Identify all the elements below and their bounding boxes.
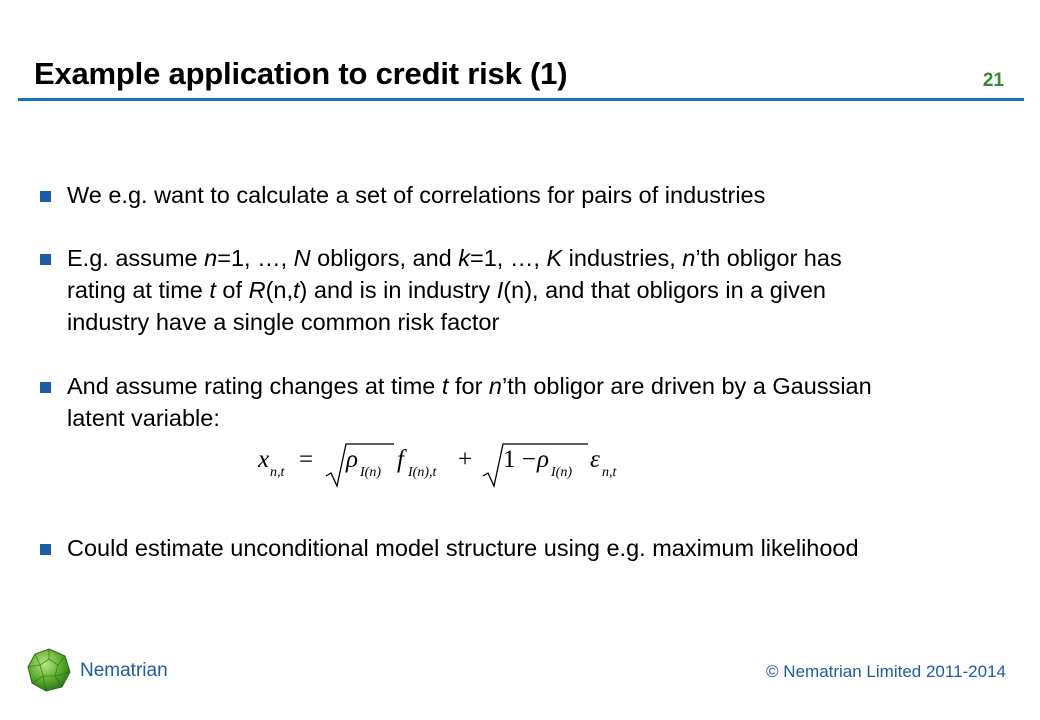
nematrian-logo-icon xyxy=(26,647,72,693)
eq-rho-sub-2: I(n) xyxy=(551,465,572,480)
latent-variable-equation xyxy=(256,440,636,492)
footer-brand: Nematrian xyxy=(80,660,168,681)
bullet-marker xyxy=(40,544,51,555)
slide-title: Example application to credit risk (1) xyxy=(34,56,568,91)
bullet-text: Could estimate unconditional model structure using e.g. maximum likelihood xyxy=(67,535,859,561)
eq-one-minus: 1 − xyxy=(503,446,536,473)
footer-copyright: © Nematrian Limited 2011-2014 xyxy=(766,662,1006,681)
eq-rho-sub-1: I(n) xyxy=(360,465,381,480)
bullet-text: We e.g. want to calculate a set of correlations for pairs of industries xyxy=(67,182,766,208)
eq-f: f xyxy=(397,446,404,473)
page-number: 21 xyxy=(982,70,1004,91)
bullet-text: industry have a single common risk factor xyxy=(67,309,500,335)
eq-equals: = xyxy=(299,446,314,473)
title-divider xyxy=(18,98,1024,101)
eq-rho-2: ρ xyxy=(537,446,549,473)
eq-rho-1: ρ xyxy=(346,446,358,473)
eq-epsilon: ε xyxy=(590,446,600,473)
bullet-text: rating at time t of R(n,t) and is in industry I(n), and that obligors in a given xyxy=(67,277,826,303)
bullet-text: E.g. assume n=1, …, N obligors, and k=1, …, K industries, n’th obligor has xyxy=(67,245,842,271)
eq-f-sub: I(n),t xyxy=(408,465,437,480)
eq-lhs: x xyxy=(258,446,270,473)
bullet-marker xyxy=(40,191,51,202)
eq-plus: + xyxy=(458,446,473,473)
bullet-marker xyxy=(40,254,51,265)
eq-epsilon-sub: n,t xyxy=(602,465,617,480)
eq-lhs-sub: n,t xyxy=(270,465,285,480)
bullet-text: And assume rating changes at time t for n’th obligor are driven by a Gaussian xyxy=(67,373,872,399)
bullet-marker xyxy=(40,382,51,393)
bullet-text: latent variable: xyxy=(67,405,220,431)
